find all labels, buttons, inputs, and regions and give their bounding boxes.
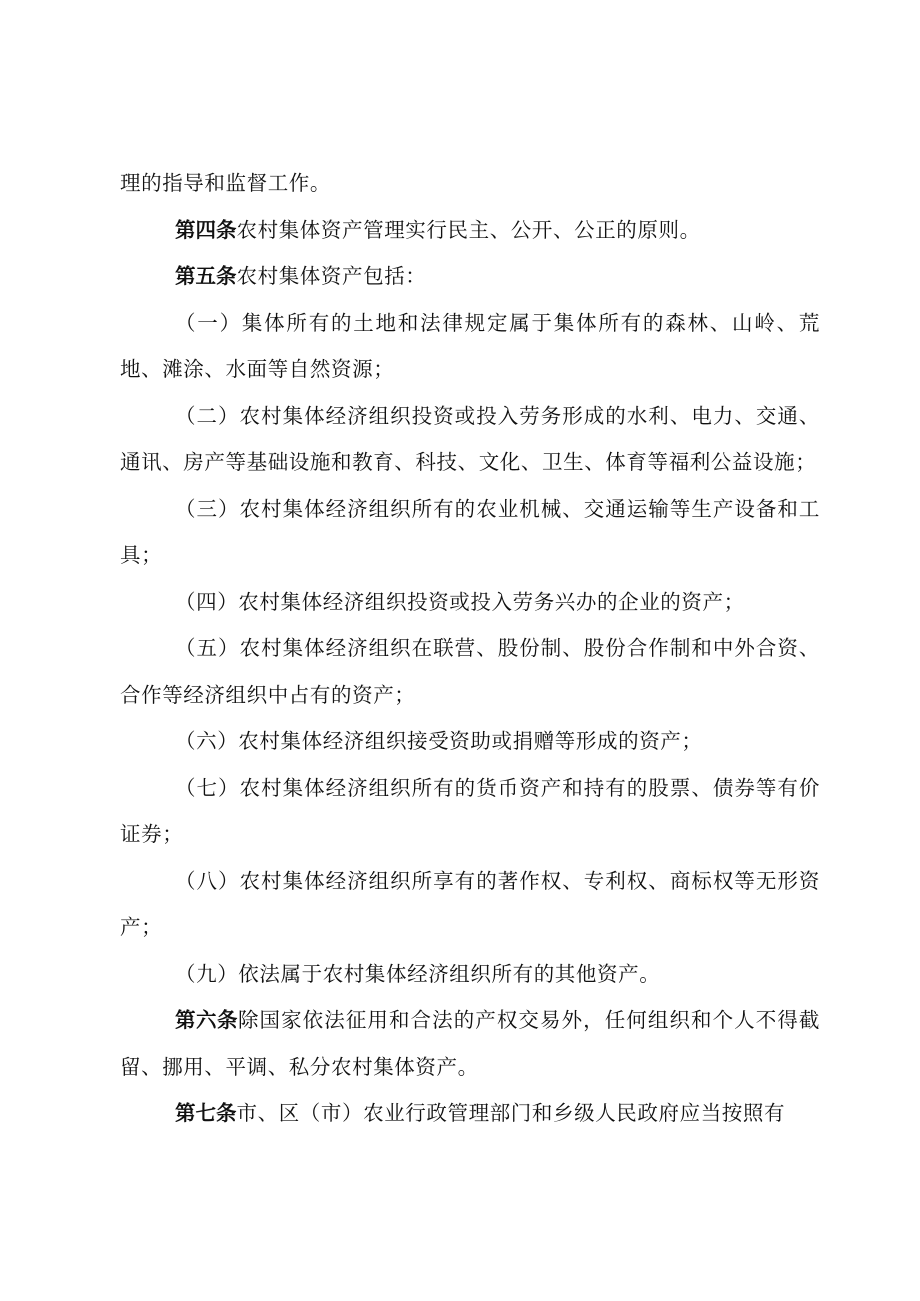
article-4 [120, 207, 820, 254]
article-5 [120, 253, 820, 300]
article-text: 农村集体资产包括： [236, 264, 427, 288]
list-item-3: （三）农村集体经济组织所有的农业机械、交通运输等生产设备和工具； [120, 496, 820, 567]
article-heading: 第五条 [175, 264, 237, 288]
article-text: 除国家依法征用和合法的产权交易外，任何组织和个人不得截留、挪用、平调、私分农村集体资产。 [120, 1008, 821, 1079]
list-item-5: （五）农村集体经济组织在联营、股份制、股份合作制和中外合资、合作等经济组织中占有的资产； [120, 636, 820, 707]
list-item-1: （一）集体所有的土地和法律规定属于集体所有的森林、山岭、荒地、滩涂、水面等自然资源； [120, 310, 820, 381]
paragraph-continuation: 理的指导和监督工作。 [120, 171, 331, 195]
article-heading: 第七条 [175, 1101, 237, 1125]
list-item-4: （四）农村集体经济组织投资或投入劳务兴办的企业的资产； [175, 589, 745, 614]
list-item-9: （九）依法属于农村集体经济组织所有的其他资产。 [175, 961, 661, 986]
article-text: 农村集体资产管理实行民主、公开、公正的原则。 [236, 217, 701, 242]
document-body [120, 160, 820, 1137]
article-7 [120, 1090, 820, 1137]
article-text: 市、区（市）农业行政管理部门和乡级人民政府应当按照有 [236, 1101, 786, 1125]
article-6 [120, 997, 820, 1090]
article-heading: 第六条 [175, 1008, 238, 1032]
list-item-8: （八）农村集体经济组织所享有的著作权、专利权、商标权等无形资产； [120, 868, 820, 939]
article-heading: 第四条 [175, 217, 237, 242]
list-item-7: （七）农村集体经济组织所有的货币资产和持有的股票、债券等有价证券； [120, 775, 820, 846]
list-item-6: （六）农村集体经济组织接受资助或捐赠等形成的资产； [175, 729, 703, 753]
list-item-2: （二）农村集体经济组织投资或投入劳务形成的水利、电力、交通、通讯、房产等基础设施和教育、科技、文化、卫生、体育等福利公益设施； [120, 403, 820, 474]
